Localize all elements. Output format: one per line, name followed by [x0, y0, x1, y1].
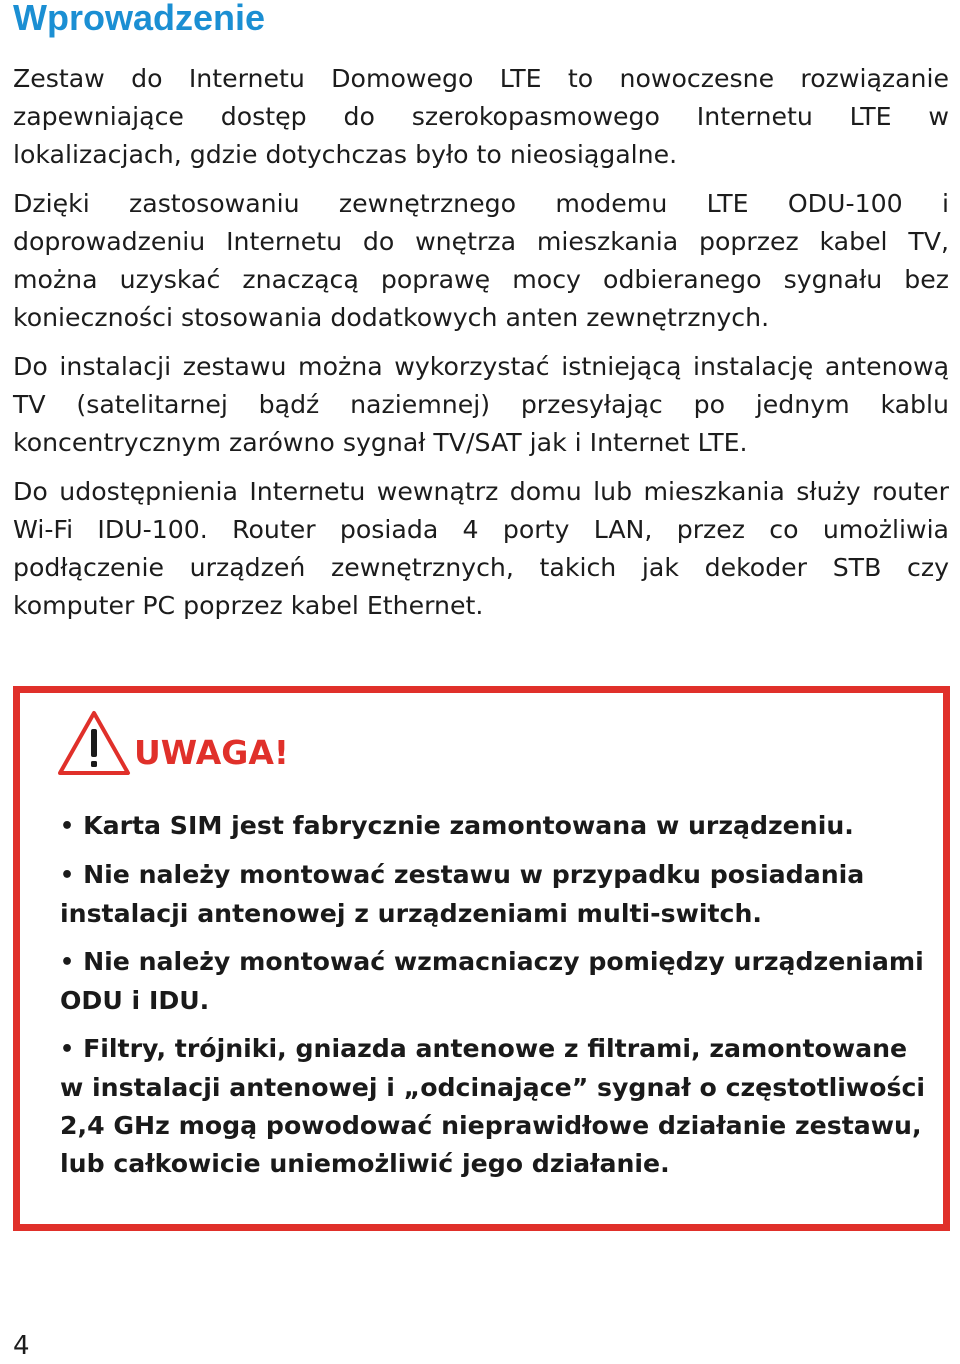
page-title: Wprowadzenie: [13, 0, 266, 38]
bullet: •: [60, 950, 75, 975]
warning-item-4: [60, 1030, 930, 1183]
warning-item-text: Nie należy montować zestawu w przypadku posiadania instalacji antenowej z urządzeniami multi-switch.: [60, 860, 865, 928]
bullet: •: [60, 863, 75, 888]
warning-item-2: [60, 856, 930, 933]
intro-paragraph-2: Dzięki zastosowaniu zewnętrznego modemu LTE ODU-100 i doprowadzeniu Internetu do wnętrza mieszkania poprzez kabel TV, można uzyskać znaczącą poprawę mocy odbieranego sygnału bez konieczności stosowania dodatkowych anten zewnętrznych.: [13, 189, 949, 332]
intro-paragraph-4: Do udostępnienia Internetu wewnątrz domu lub mieszkania służy router Wi-Fi IDU-100. Router posiada 4 porty LAN, przez co umożliwia podłączenie urządzeń zewnętrznych, takich jak dekoder STB czy komputer PC poprzez kabel Ethernet.: [13, 477, 949, 620]
warning-title: UWAGA!: [134, 733, 289, 772]
intro-paragraph-3: Do instalacji zestawu można wykorzystać istniejącą instalację antenową TV (satelitarnej bądź naziemnej) przesyłając po jednym kablu koncentrycznym zarówno sygnał TV/SAT jak i Internet LTE.: [13, 352, 949, 457]
warning-list: [60, 807, 930, 1193]
warning-item-1: [60, 807, 930, 846]
warning-item-text: Karta SIM jest fabrycznie zamontowana w urządzeniu.: [83, 811, 854, 840]
warning-item-3: [60, 943, 930, 1020]
intro-paragraph-1: Zestaw do Internetu Domowego LTE to nowoczesne rozwiązanie zapewniające dostęp do szerokopasmowego Internetu LTE w lokalizacjach, gdzie dotychczas było to nieosiągalne.: [13, 64, 949, 169]
warning-item-text: Filtry, trójniki, gniazda antenowe z filtrami, zamontowane w instalacji antenowej i „odcinające” sygnał o częstotliwości 2,4 GHz mogą powodować nieprawidłowe działanie zestawu, lub całkowicie uniemożliwić jego działanie.: [60, 1034, 926, 1178]
warning-box: [13, 686, 950, 1231]
page-number: 4: [13, 1331, 30, 1361]
warning-item-text: Nie należy montować wzmacniaczy pomiędzy urządzeniami ODU i IDU.: [60, 947, 924, 1015]
bullet: •: [60, 814, 75, 839]
intro-section: [13, 60, 949, 636]
warning-triangle-icon: [56, 709, 132, 777]
bullet: •: [60, 1037, 75, 1062]
